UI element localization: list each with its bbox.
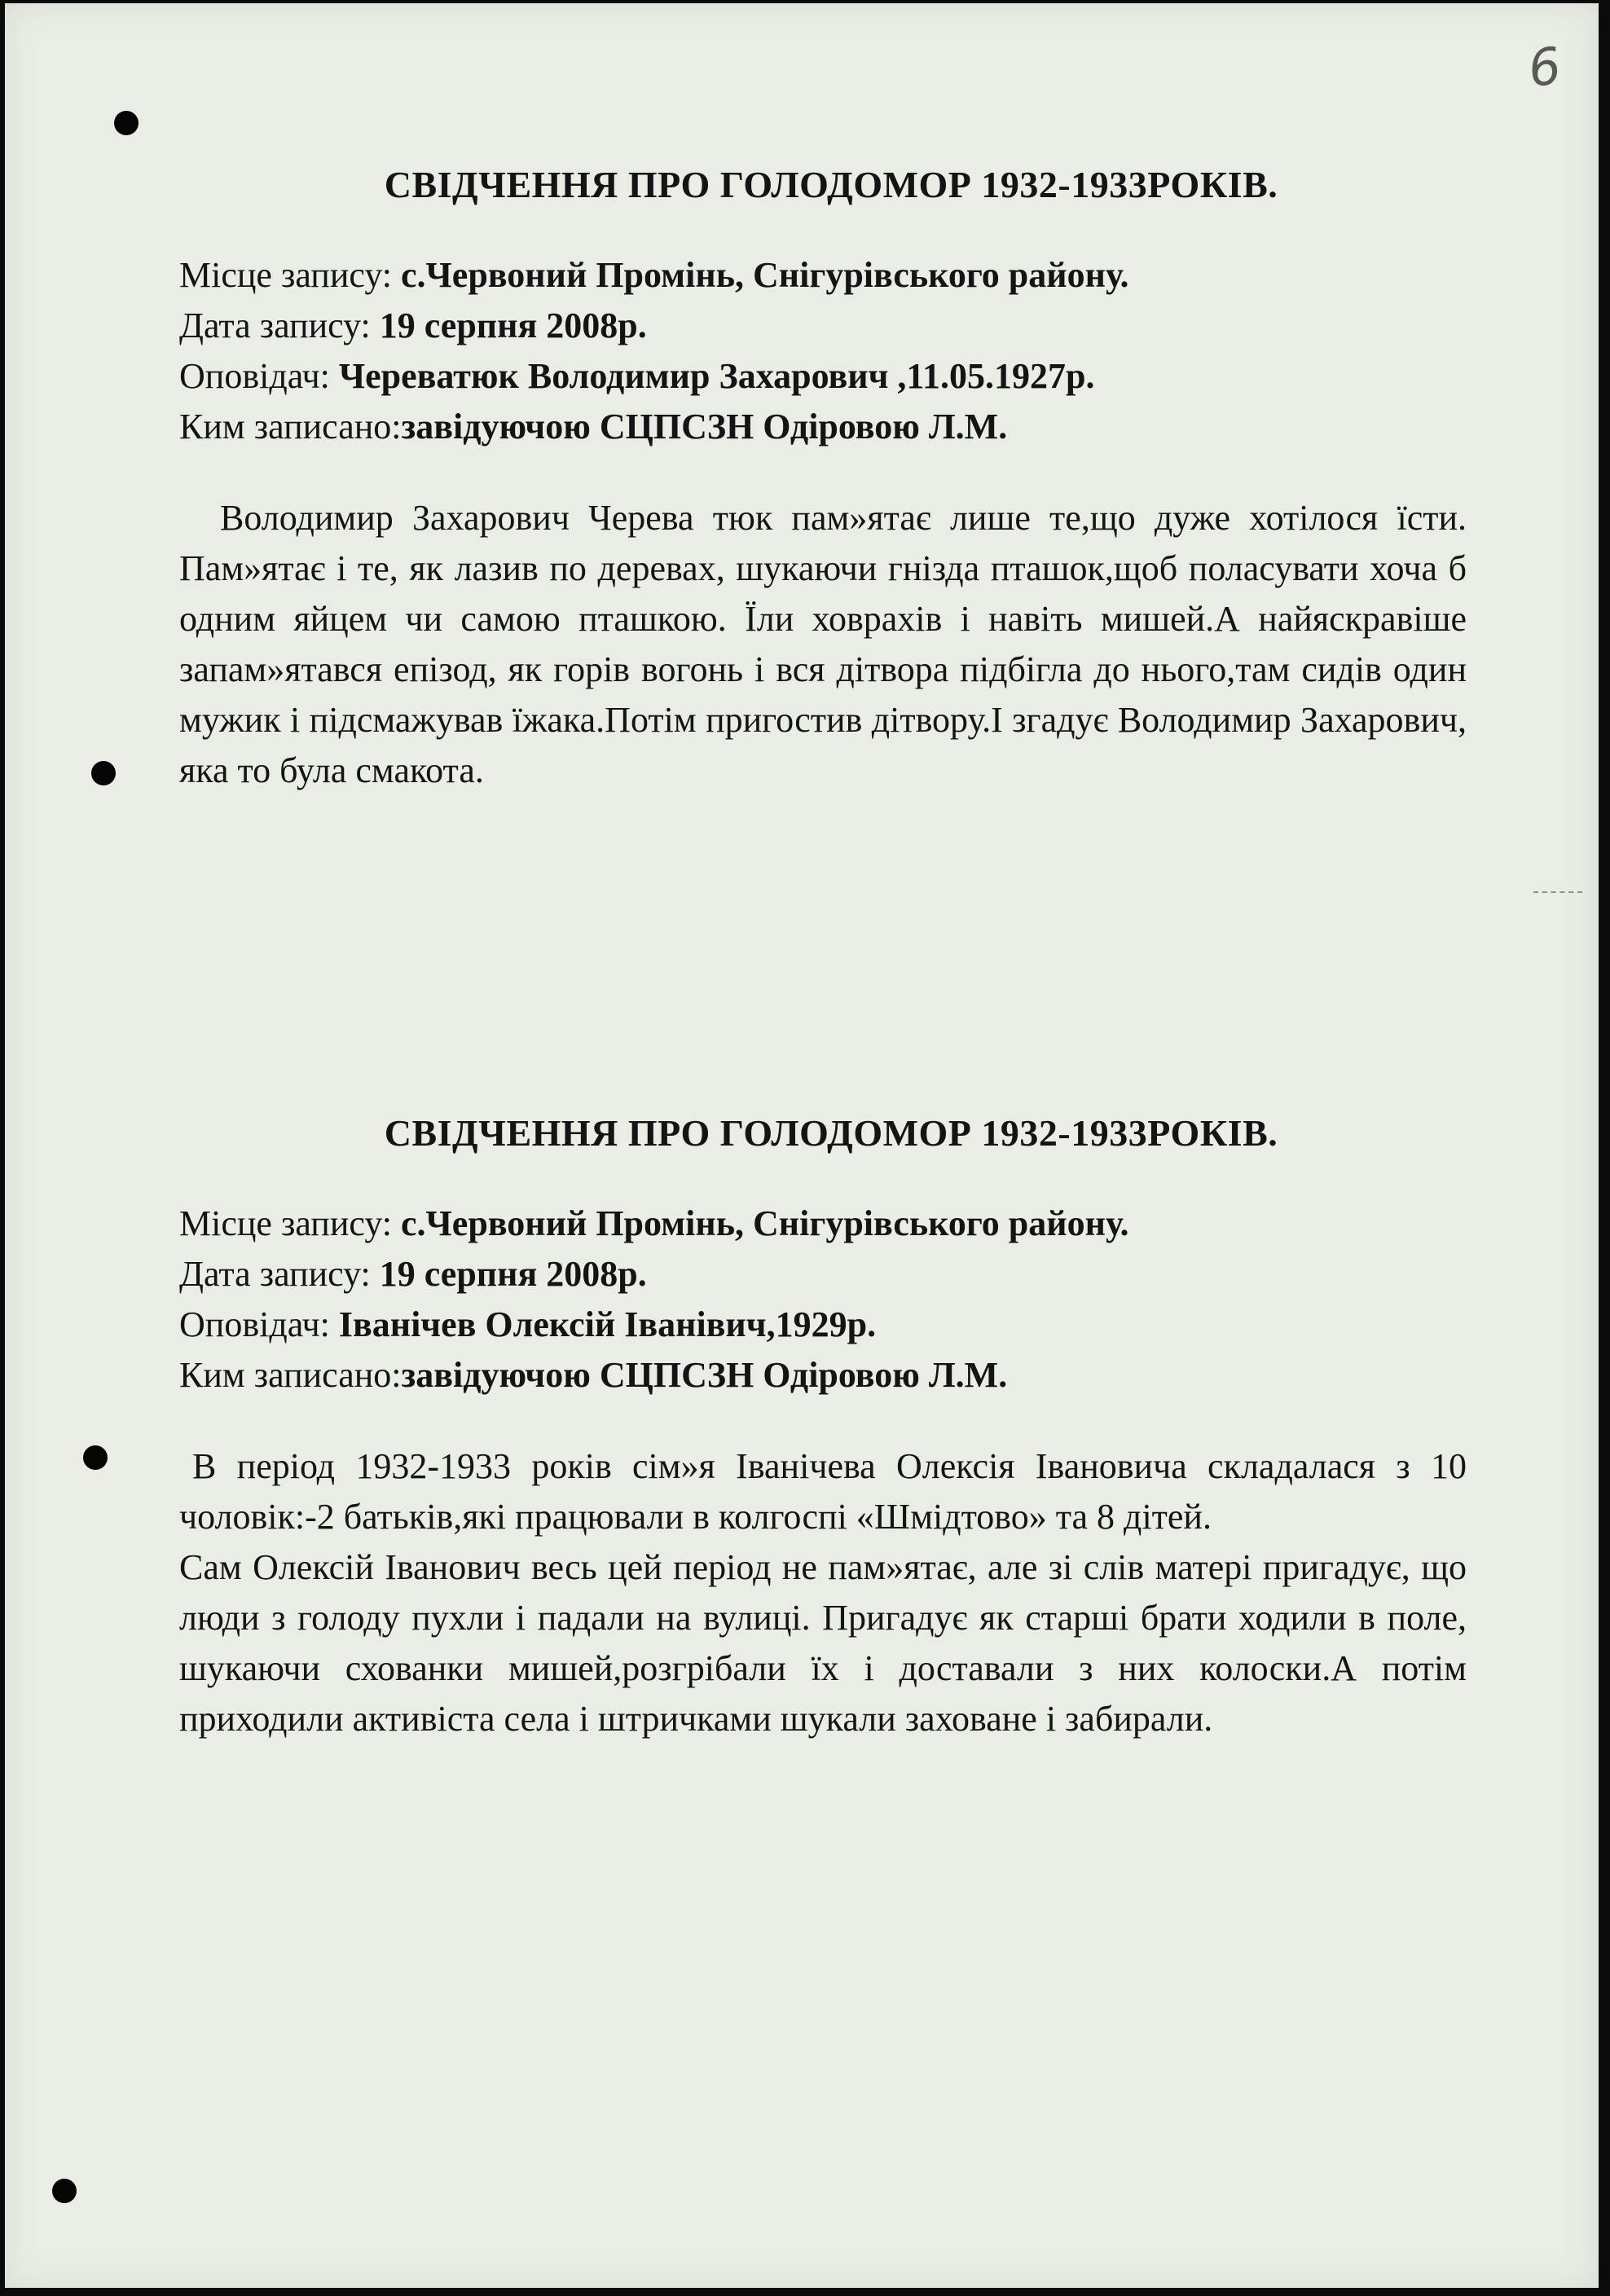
testimony-body	[179, 1441, 1467, 1744]
testimony-meta	[179, 250, 1483, 452]
place-label: Місце запису:	[179, 255, 401, 295]
date-label: Дата запису:	[179, 306, 380, 345]
punch-hole	[52, 2179, 77, 2203]
place-label: Місце запису:	[179, 1203, 401, 1243]
document-page	[5, 3, 1599, 2288]
punch-hole	[83, 1445, 108, 1470]
testimony-meta	[179, 1199, 1483, 1401]
date-row	[179, 301, 1483, 351]
narrator-value: Череватюк Володимир Захарович ,11.05.1927р.	[338, 356, 1095, 396]
narrator-label: Оповідач:	[179, 1304, 339, 1344]
date-value: 19 серпня 2008р.	[379, 306, 647, 345]
recorder-value: завідуючою СЦПСЗН Одіровою Л.М.	[401, 1355, 1008, 1395]
recorder-label: Ким записано:	[179, 407, 402, 446]
testimony-section-2	[179, 1111, 1483, 1744]
testimony-paragraph: В період 1932-1933 років сім»я Іванічева Олексія Івановича складалася з 10 чоловік:-2 батьків,які працювали в колгоспі «Шмідтово» та 8 дітей.	[179, 1446, 1467, 1537]
place-row	[179, 250, 1483, 301]
place-row	[179, 1199, 1483, 1249]
testimony-title: СВІДЧЕННЯ ПРО ГОЛОДОМОР 1932-1933РОКІВ.	[384, 164, 1278, 205]
pencil-mark	[1533, 891, 1582, 893]
testimony-title: СВІДЧЕННЯ ПРО ГОЛОДОМОР 1932-1933РОКІВ.	[384, 1112, 1278, 1154]
recorder-row	[179, 1350, 1483, 1401]
date-row	[179, 1249, 1483, 1300]
date-value: 19 серпня 2008р.	[379, 1254, 647, 1294]
punch-hole	[114, 111, 139, 135]
date-label: Дата запису:	[179, 1254, 380, 1294]
narrator-row	[179, 351, 1483, 402]
page-number: 6	[1524, 35, 1565, 99]
testimony-section-1	[179, 163, 1483, 796]
testimony-paragraph: Володимир Захарович Черева тюк пам»ятає лише те,що дуже хотілося їсти. Пам»ятає і те, як лазив по деревах, шукаючи гнізда пташок,щоб поласувати хоча б одним яйцем чи самою пташкою. Їли ховрахів і навіть мишей.А найяскравіше запам»ятався епізод, як горів вогонь і вся дітвора підбігла до нього,там сидів один мужик і підсмажував їжака.Потім пригостив дітвору.І згадує Володимир Захарович, яка то була смакота.	[179, 498, 1467, 790]
testimony-paragraph: Сам Олексій Іванович весь цей період не пам»ятає, але зі слів матері пригадує, що люди з голоду пухли і падали на вулиці. Пригадує як старші брати ходили в поле, шукаючи схованки мишей,розгрібали їх і доставали з них колоски.А потім приходили активіста села і штричками шукали заховане і забирали.	[179, 1547, 1467, 1739]
narrator-label: Оповідач:	[179, 356, 339, 396]
place-value: с.Червоний Промінь, Снігурівського району.	[400, 255, 1129, 295]
recorder-value: завідуючою СЦПСЗН Одіровою Л.М.	[401, 407, 1008, 446]
recorder-label: Ким записано:	[179, 1355, 402, 1395]
testimony-body	[179, 493, 1467, 796]
punch-hole	[91, 761, 116, 785]
narrator-value: Іванічев Олексій Іванівич,1929р.	[338, 1304, 877, 1344]
place-value: с.Червоний Промінь, Снігурівського району.	[400, 1203, 1129, 1243]
recorder-row	[179, 402, 1483, 452]
narrator-row	[179, 1300, 1483, 1350]
